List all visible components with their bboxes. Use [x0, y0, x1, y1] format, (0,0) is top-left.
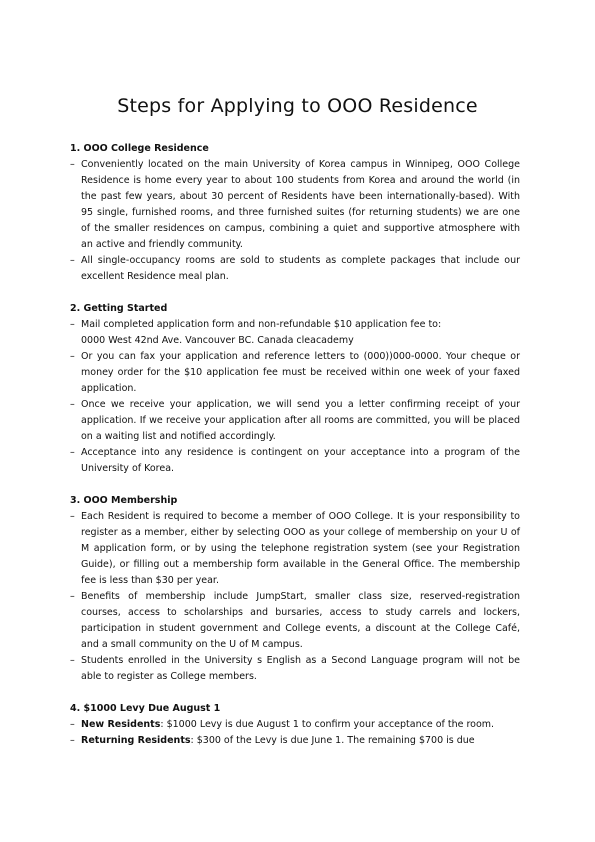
- list-item: – Once we receive your application, we will send you a letter confirming receipt of your application. If we receive your application after all rooms are committed, you will be placed on a waiting list and notified accordingly.: [70, 399, 520, 442]
- section-heading: 1. OOO College Residence: [70, 143, 209, 154]
- list-item: – Returning Residents: $300 of the Levy is due June 1. The remaining $700 is due: [70, 735, 475, 746]
- document-title: Steps for Applying to OOO Residence: [117, 95, 478, 117]
- section-levy: [70, 701, 520, 749]
- section-heading: 3. OOO Membership: [70, 495, 178, 506]
- section-heading: 4. $1000 Levy Due August 1: [70, 703, 221, 714]
- list-item: – All single-occupancy rooms are sold to students as complete packages that include our excellent Residence meal plan.: [70, 255, 520, 282]
- list-item: – Mail completed application form and non-refundable $10 application fee to:: [70, 319, 442, 330]
- section-membership: [70, 493, 520, 685]
- list-item: – Conveniently located on the main University of Korea campus in Winnipeg, OOO College Residence is home every year to about 100 students from Korea and around the world (in the past few years, about 30 percent of Residents have been internationally-based). With 95 single, furnished rooms, and three furnished suites (for returning students) we are one of the smaller residences on campus, combining a quiet and supportive atmosphere with an active and friendly community.: [70, 159, 520, 250]
- new-residents-label: New Residents: [81, 719, 161, 730]
- list-item: – New Residents: $1000 Levy is due August 1 to confirm your acceptance of the room.: [70, 719, 495, 730]
- document-body: [70, 141, 520, 765]
- returning-residents-label: Returning Residents: [81, 735, 191, 746]
- list-item: – Acceptance into any residence is contingent on your acceptance into a program of the University of Korea.: [70, 447, 520, 474]
- list-item: – Students enrolled in the University s English as a Second Language program will not be able to register as College members.: [70, 655, 520, 682]
- list-item: – Benefits of membership include JumpStart, smaller class size, reserved-registration courses, access to scholarships and bursaries, access to study carrels and lockers, participation in student government and College events, a discount at the College Café, and a small community on the U of M campus.: [70, 591, 520, 650]
- section-college-residence: [70, 141, 520, 285]
- list-item: – Each Resident is required to become a member of OOO College. It is your responsibility to register as a member, either by selecting OOO as your college of membership on your U of M application form, or by using the telephone registration system (see your Registration Guide), or filling out a membership form available in the General Office. The membership fee is less than $30 per year.: [70, 511, 520, 586]
- section-getting-started: [70, 301, 520, 477]
- section-heading: 2. Getting Started: [70, 303, 168, 314]
- list-item: – Or you can fax your application and reference letters to (000))000-0000. Your cheque or money order for the $10 application fee must be received within one week of your faxed application.: [70, 351, 520, 394]
- mailing-address: 0000 West 42nd Ave. Vancouver BC. Canada cleacademy: [81, 335, 354, 346]
